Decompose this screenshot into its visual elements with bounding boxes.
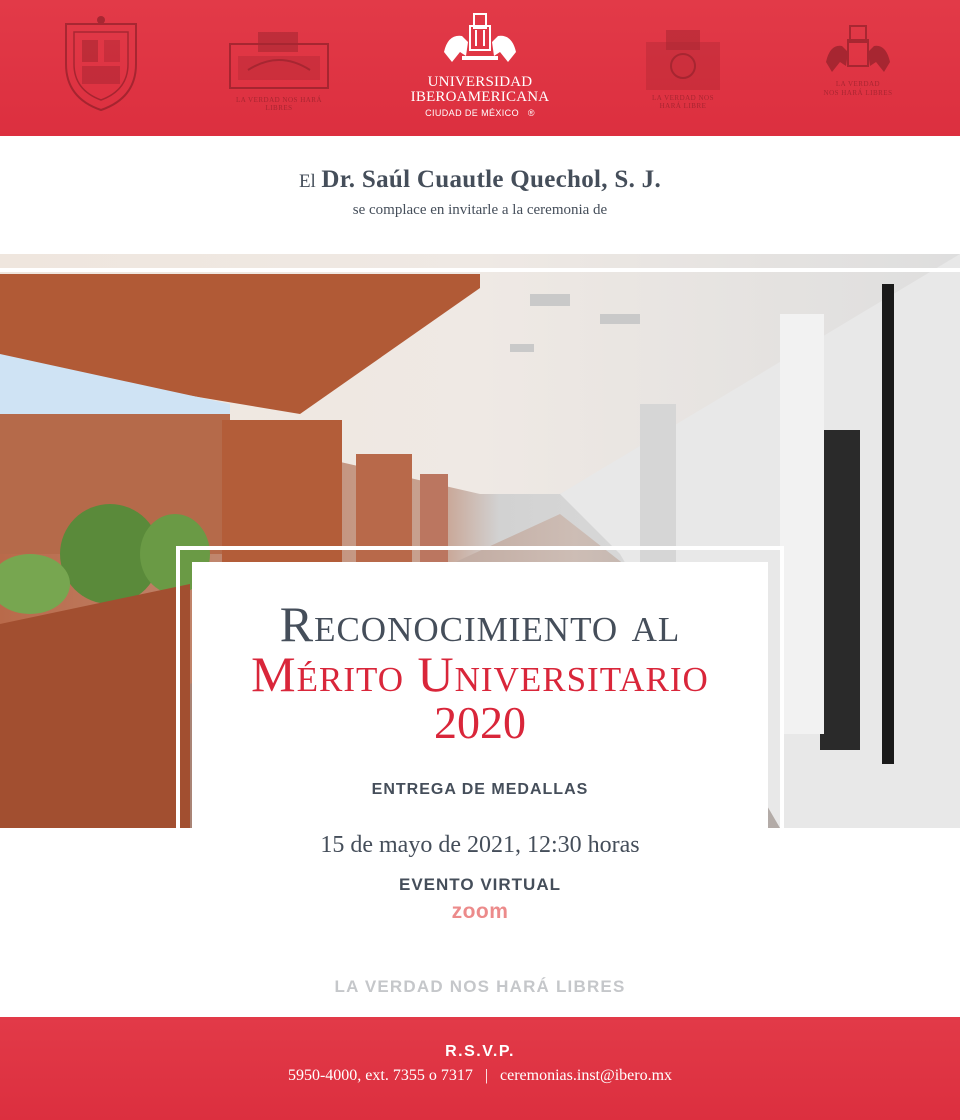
host-prefix: El — [298, 171, 316, 192]
photo-top-frame — [0, 268, 960, 272]
footer-banner — [0, 1017, 960, 1120]
logo-line-2: IBEROAMERICANA — [410, 89, 550, 105]
emblem-1-caption: LA VERDAD NOS HARÁ LIBRES — [235, 96, 323, 112]
emblem-3-caption-2: NOS HARÁ LIBRES — [823, 89, 893, 97]
contact-separator: | — [484, 1067, 489, 1084]
logo-line-3: CIUDAD DE MÉXICO ® — [425, 108, 535, 118]
host-line — [0, 166, 960, 194]
horses-icon — [440, 12, 520, 70]
event-datetime: 15 de mayo de 2021, 12:30 horas — [320, 832, 640, 858]
event-title-line-1: Reconocimiento al — [279, 596, 681, 652]
event-subtitle: ENTREGA DE MEDALLAS — [371, 781, 589, 798]
event-mode: EVENTO VIRTUAL — [399, 875, 561, 894]
motto: LA VERDAD NOS HARÁ LIBRES — [334, 977, 626, 996]
event-year: 2020 — [434, 697, 526, 748]
rsvp-label: R.S.V.P. — [445, 1043, 515, 1060]
emblem-1-icon — [228, 30, 330, 112]
contact-email[interactable]: ceremonias.inst@ibero.mx — [500, 1067, 673, 1084]
header-banner — [0, 0, 960, 136]
emblem-3-caption-1: LA VERDAD — [835, 80, 881, 88]
emblem-3-icon — [822, 24, 894, 97]
emblem-2-icon — [644, 28, 722, 110]
emblem-2-caption: LA VERDAD NOS HARÁ LIBRE — [652, 94, 714, 110]
contact-phone: 5950-4000, ext. 7355 o 7317 — [287, 1067, 473, 1084]
zoom-logo: zoom — [451, 900, 509, 923]
event-title-line-2: Mérito Universitario — [251, 646, 709, 702]
university-crest-icon — [60, 14, 142, 114]
invitation-text: se complace en invitarle a la ceremonia de — [352, 202, 608, 218]
logo-line-1: UNIVERSIDAD — [427, 74, 533, 90]
host-name: Dr. Saúl Cuautle Quechol, S. J. — [321, 166, 662, 193]
contact-line — [0, 1067, 960, 1085]
university-logo — [392, 12, 568, 118]
